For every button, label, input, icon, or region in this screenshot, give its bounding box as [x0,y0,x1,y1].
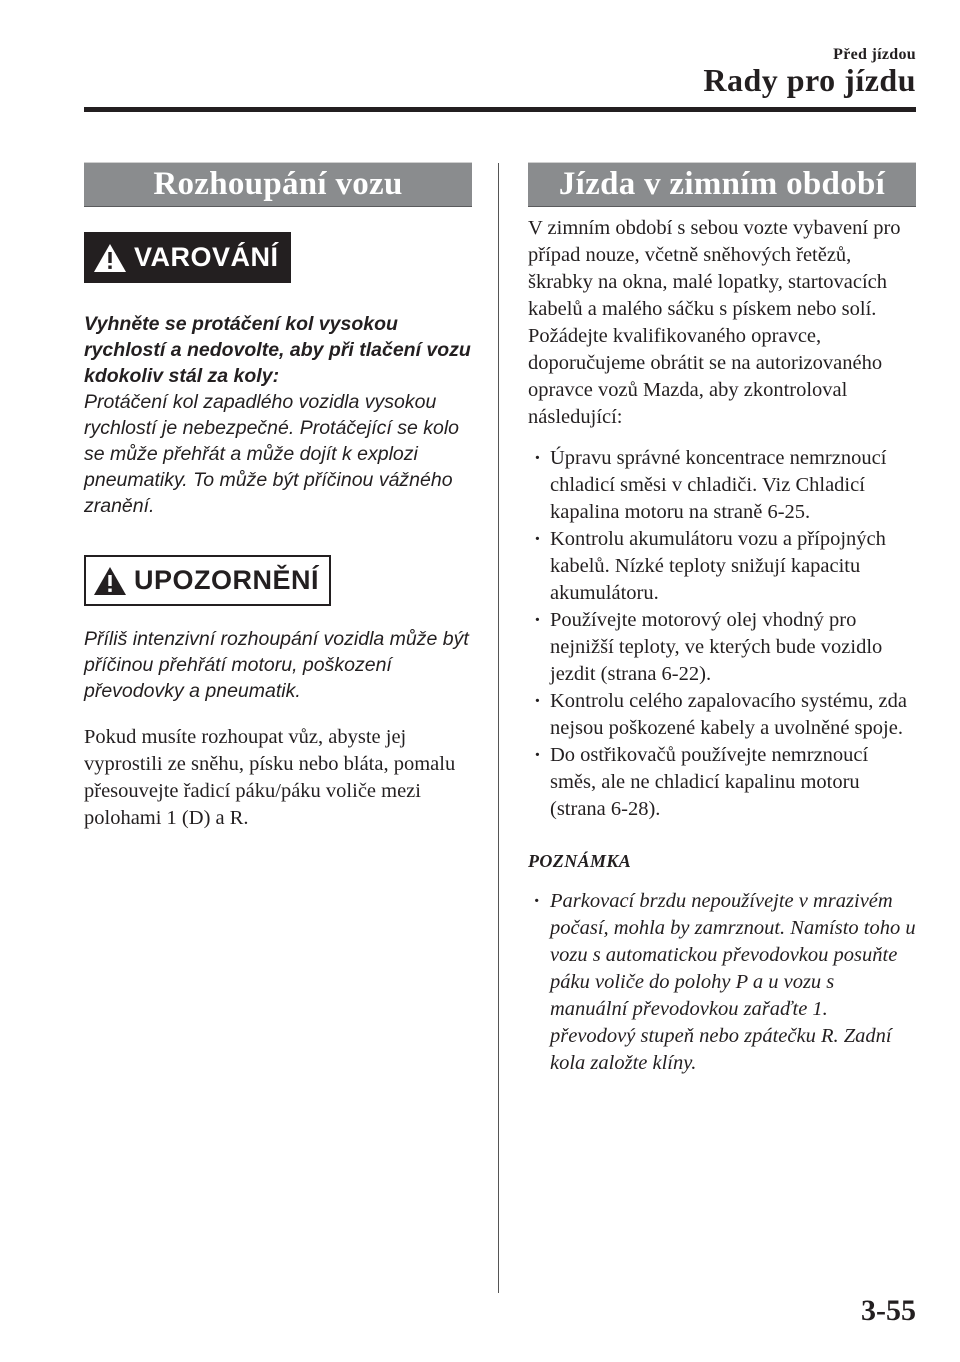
list-item: · Používejte motorový olej vhodný pro nejnižší teploty, ve kterých bude vozidlo jezdit (strana 6-22). [528,607,916,688]
section-title: Rady pro jízdu [703,62,916,98]
note-item: · Parkovací brzdu nepoužívejte v mrazivém počasí, mohla by zamrznout. Namísto toho u vozu s automatickou převodovkou posuňte páku voliče do polohy P a u vozu s manuální převodovkou zařaďte 1. převodový stupeň nebo zpátečku R. Zadní kola založte klíny. [528,888,916,1077]
section-banner-winter: Jízda v zimním období [528,162,916,207]
warning-body-text: Protáčení kol zapadlého vozidla vysokou rychlostí je nebezpečné. Protáčející se kolo se může přehřát a může dojít k explozi pneumatiky. To může být příčinou vážného zranění. [84,391,460,517]
section-banner-rocking: Rozhoupání vozu [84,162,472,207]
warning-icon [92,242,128,274]
page-number: 3-55 [861,1294,916,1327]
list-item: · Kontrolu celého zapalovacího systému, zda nejsou poškozené kabely a uvolněné spoje. [528,688,916,742]
list-item: · Do ostřikovačů používejte nemrznoucí směs, ale ne chladicí kapalinu motoru (strana 6-28). [528,742,916,823]
winter-intro: V zimním období s sebou vozte vybavení pro případ nouze, včetně sněhových řetězů, škrabky na okna, malé lopatky, startovacích kabelů a malého sáčku s pískem nebo solí. [528,217,901,320]
caution-label-text: UPOZORNĚNÍ [134,565,320,595]
warning-bold-text: Vyhněte se protáčení kol vysokou rychlostí a nedovolte, aby při tlačení vozu kdokoliv stál za koly: [84,313,471,387]
warning-label-text: VAROVÁNÍ [134,242,279,272]
header-rule [84,107,916,112]
winter-intro-2: Požádejte kvalifikovaného opravce, doporučujeme obrátit se na autorizovaného opravce vozů Mazda, aby zkontroloval následující: [528,325,883,428]
chapter-label: Před jízdou [833,46,916,63]
left-column [84,162,472,832]
list-item: · Kontrolu akumulátoru vozu a přípojných kabelů. Nízké teploty snižují kapacitu akumulátoru. [528,526,916,607]
caution-label [84,555,331,606]
rocking-instructions: Pokud musíte rozhoupat vůz, abyste jej vyprostili ze sněhu, písku nebo bláta, pomalu přesouvejte řadicí páku/páku voliče mezi polohami 1 (D) a R. [84,726,456,829]
note-list [528,888,916,1077]
list-item: · Úpravu správné koncentrace nemrznoucí chladicí směsi v chladiči. Viz Chladicí kapalina motoru na straně 6-25. [528,445,916,526]
column-divider [498,163,499,1293]
check-list [528,445,916,823]
caution-body-text: Příliš intenzivní rozhoupání vozidla může být příčinou přehřátí motoru, poškození převodovky a pneumatik. [84,628,469,702]
right-column [528,162,916,1077]
caution-icon [92,565,128,597]
warning-label [84,232,291,283]
note-title: POZNÁMKA [528,851,632,871]
